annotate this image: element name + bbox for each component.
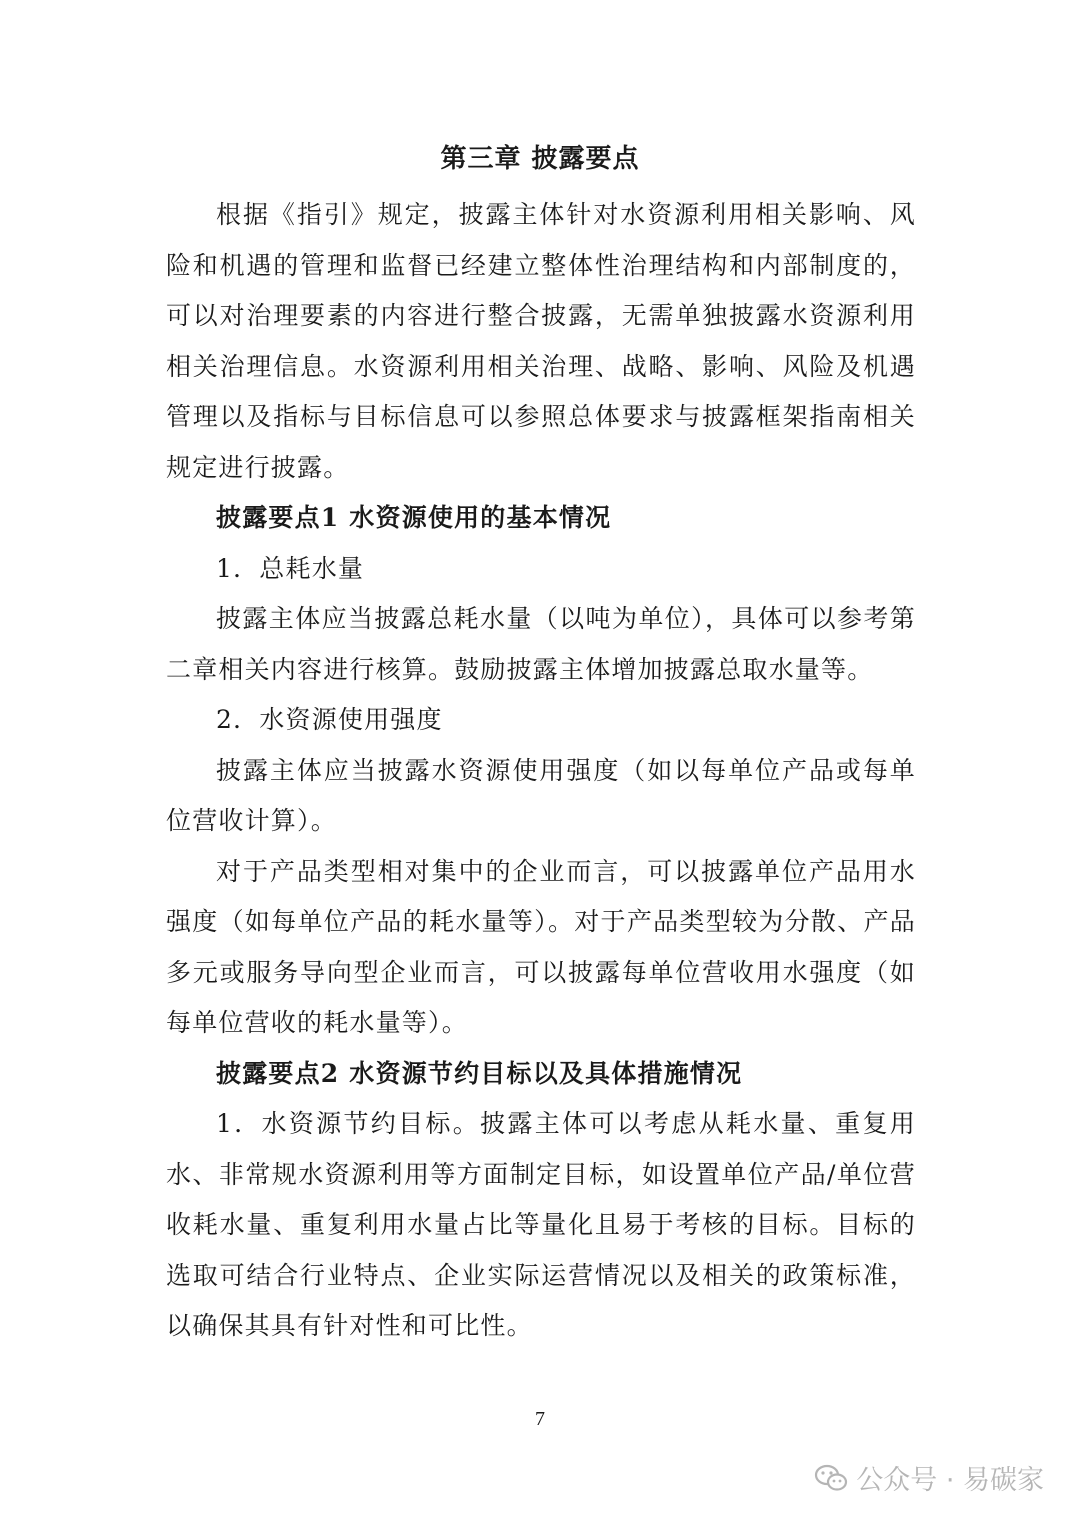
- section-heading-2: 披露要点2 水资源节约目标以及具体措施情况: [216, 1058, 743, 1088]
- paragraph-intro: 根据《指引》规定，披露主体针对水资源利用相关影响、风险和机遇的管理和监督已经建立整体性治理结构和内部制度的，可以对治理要素的内容进行整合披露，无需单独披露水资源利用相关治理信息。水资源利用相关治理、战略、影响、风险及机遇管理以及指标与目标信息可以参照总体要求与披露框架指南相关规定进行披露。: [166, 200, 916, 482]
- watermark: [814, 1458, 1044, 1497]
- paragraph-water-intensity: 披露主体应当披露水资源使用强度（如以每单位产品或每单位营收计算）。: [166, 755, 916, 835]
- paragraph-saving-target: 1．水资源节约目标。披露主体可以考虑从耗水量、重复用水、非常规水资源利用等方面制定目标，如设置单位产品/单位营收耗水量、重复利用水量占比等量化且易于考核的目标。目标的选取可结合行业特点、企业实际运营情况以及相关的政策标准，以确保其具有针对性和可比性。: [166, 1109, 916, 1340]
- item-heading-water-intensity: 2．水资源使用强度: [216, 705, 443, 734]
- wechat-icon: [814, 1463, 848, 1493]
- chapter-title: 第三章 披露要点: [440, 144, 640, 174]
- item-heading-total-water: 1．总耗水量: [216, 553, 365, 583]
- page-number: 7: [535, 1408, 545, 1430]
- paragraph-intensity-detail: 对于产品类型相对集中的企业而言，可以披露单位产品用水强度（如每单位产品的耗水量等）。对于产品类型较为分散、产品多元或服务导向型企业而言，可以披露每单位营收用水强度（如每单位营收的耗水量等）。: [166, 856, 916, 1037]
- document-body: [166, 190, 916, 1352]
- section-heading-1: 披露要点1 水资源使用的基本情况: [216, 503, 612, 532]
- paragraph-total-water: 披露主体应当披露总耗水量（以吨为单位），具体可以参考第二章相关内容进行核算。鼓励披露主体增加披露总取水量等。: [166, 604, 916, 684]
- watermark-text: 公众号 · 易碳家: [856, 1465, 1044, 1496]
